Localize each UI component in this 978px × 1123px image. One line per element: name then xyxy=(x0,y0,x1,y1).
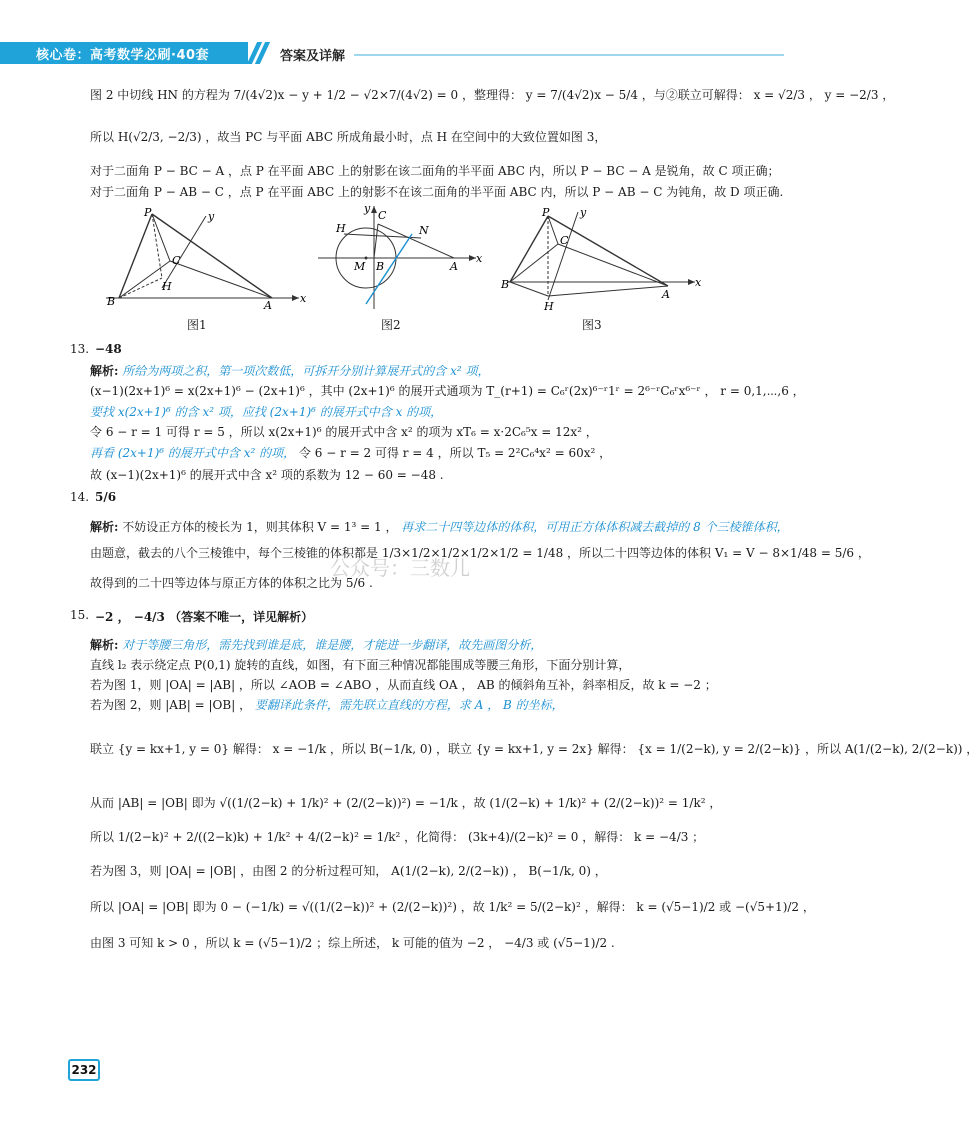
figure-2-diagram xyxy=(316,204,486,314)
fig2-label-n: N xyxy=(419,224,429,237)
q15-hint-2: 要翻译此条件，需先联立直线的方程，求 A ， B 的坐标， xyxy=(254,698,564,712)
figure-1-diagram xyxy=(104,206,307,312)
figure-3-caption: 图3 xyxy=(582,318,602,332)
q15-line-5: 从而 |AB| = |OB| 即为 √((1/(2−k) + 1/k)² + (2/(2−k))²) = −1/k ，故 (1/(2−k) + 1/k)² + (2/(2−k))² = 1/k² ， xyxy=(90,796,722,810)
fig1-y-axis xyxy=(162,216,206,288)
q15-line-3: 若为图 2，则 |AB| = |OB| ， xyxy=(90,698,252,712)
fig3-edge-ca xyxy=(558,244,668,286)
fig1-label-a: A xyxy=(264,299,272,312)
q14-line-2: 由题意，截去的八个三棱锥中，每个三棱锥的体积都是 1/3×1/2×1/2×1/2×1/2 = 1/48 ，所以二十四等边体的体积 V₁ = V − 8×1/48 = 5/6 ， xyxy=(90,546,870,560)
fig3-label-a: A xyxy=(662,288,670,301)
q13-hint-2: 要找 x(2x+1)⁶ 的含 x² 项，应找 (2x+1)⁶ 的展开式中含 x 的项， xyxy=(90,405,443,419)
q13-line-1: (x−1)(2x+1)⁶ = x(2x+1)⁶ − (2x+1)⁶ ，其中 (2x+1)⁶ 的展开式通项为 T_(r+1) = C₆ʳ(2x)⁶⁻ʳ1ʳ = 2⁶⁻ʳC₆ʳx⁶⁻ʳ ， r = 0,1,⋯,6 ， xyxy=(90,384,805,398)
fig3-label-h: H xyxy=(544,300,554,313)
fig2-tangent-line xyxy=(366,234,412,304)
fig3-edge-bp xyxy=(510,216,548,282)
fig3-label-y: y xyxy=(580,206,587,219)
q15-answer: −2 ， −4/3 （答案不唯一，详见解析） xyxy=(95,610,314,624)
fig2-label-h: H xyxy=(336,222,346,235)
fig3-edge-pa xyxy=(548,216,668,286)
fig3-label-b: B xyxy=(501,278,510,291)
q13-hint-1: 所给为两项之积，第一项次数低，可拆开分别计算展开式的含 x² 项， xyxy=(122,364,490,378)
q14-number: 14. xyxy=(70,490,90,504)
fig2-label-y: y xyxy=(364,202,371,215)
fig1-label-p: P xyxy=(144,206,152,219)
q15-line-7: 若为图 3，则 |OA| = |OB| ，由图 2 的分析过程可知， A(1/(2−k), 2/(2−k)) ， B(−1/k, 0) ， xyxy=(90,864,607,878)
q14-line-1: 不妨设正方体的棱长为 1，则其体积 V = 1³ = 1 ， xyxy=(122,520,398,534)
q15-line-6: 所以 1/(2−k)² + 2/((2−k)k) + 1/k² + 4/(2−k)² = 1/k² ，化简得： (3k+4)/(2−k)² = 0 ，解得： k = −4/3 ； xyxy=(90,830,705,844)
q13-line-3-row xyxy=(90,444,611,461)
q14-answer: 5/6 xyxy=(95,490,117,504)
fig2-label-b: B xyxy=(376,260,385,273)
fig1-label-c: C xyxy=(172,254,181,267)
q12-line-3: 对于二面角 P − BC − A ，点 P 在平面 ABC 上的射影在该二面角的半平面 ABC 内，所以 P − BC − A 是锐角，故 C 项正确； xyxy=(90,164,780,178)
figure-2-caption: 图2 xyxy=(381,318,401,332)
q15-line-4: 联立 {y = kx+1, y = 0} 解得： x = −1/k ，所以 B(−1/k, 0) ，联立 {y = kx+1, y = 2x} 解得： {x = 1/(2−k), y = 2/(2−k)} ，所以 A(1/(2−k), 2/(2−k)) ， xyxy=(90,742,978,756)
fig3-x-arrow xyxy=(688,279,695,285)
q15-line-8: 所以 |OA| = |OB| 即为 0 − (−1/k) = √((1/(2−k))² + (2/(2−k))²) ，故 1/k² = 5/(2−k)² ，解得： k = (√5−1)/2 或 −(√5+1)/2 ， xyxy=(90,900,815,914)
fig3-edge-ha xyxy=(548,286,668,296)
fig2-label-m: M xyxy=(354,260,366,273)
fig1-label-x: x xyxy=(300,292,307,305)
page-header xyxy=(0,40,800,66)
fig3-label-x: x xyxy=(695,276,702,289)
fig2-label-a: A xyxy=(450,260,458,273)
q15-number: 15. xyxy=(70,608,90,622)
page-number: 232 xyxy=(68,1059,100,1081)
q15-line-2: 若为图 1，则 |OA| = |AB| ，所以 ∠AOB = ∠ABO ，从而直线 OA ， AB 的倾斜角互补，斜率相反，故 k = −2 ； xyxy=(90,678,717,692)
fig1-label-h: H xyxy=(162,280,172,293)
q13-analysis-label: 解析: xyxy=(90,364,119,378)
q15-hint-1: 对于等腰三角形，需先找到谁是底，谁是腰，才能进一步翻译，故先画图分析， xyxy=(122,638,543,652)
header-rule xyxy=(354,54,784,56)
fig1-label-y: y xyxy=(208,210,215,223)
q13-answer: −48 xyxy=(95,342,122,356)
q15-line-1: 直线 l₂ 表示绕定点 P(0,1) 旋转的直线，如图，有下面三种情况都能围成等腰三角形，下面分别计算， xyxy=(90,658,631,672)
fig2-x-arrow xyxy=(469,255,476,261)
q15-analysis-line xyxy=(90,636,542,653)
header-subtitle: 答案及详解 xyxy=(280,49,346,64)
fig3-edge-bc xyxy=(510,244,558,282)
q13-line-4: 故 (x−1)(2x+1)⁶ 的展开式中含 x² 项的系数为 12 − 60 = −48 . xyxy=(90,468,444,482)
q13-hint-3: 再看 (2x+1)⁶ 的展开式中含 x² 的项， xyxy=(90,446,296,460)
q13-number: 13. xyxy=(70,342,90,356)
q13-line-2: 令 6 − r = 1 可得 r = 5 ，所以 x(2x+1)⁶ 的展开式中含 x² 的项为 xT₆ = x·2C₆⁵x = 12x² ， xyxy=(90,425,598,439)
fig1-label-b: B xyxy=(107,295,116,308)
fig2-y-arrow xyxy=(371,206,377,213)
fig1-edge-ca xyxy=(170,261,272,298)
q12-line-1: 图 2 中切线 HN 的方程为 7/(4√2)x − y + 1/2 − √2×7/(4√2) = 0 ，整理得： y = 7/(4√2)x − 5/4 ，与②联立可解得： x = √2/3 ， y = −2/3 ， xyxy=(90,88,895,102)
fig3-label-p: P xyxy=(542,206,550,219)
fig1-x-arrow xyxy=(292,295,299,301)
q14-analysis-line xyxy=(90,518,789,535)
figure-3-diagram xyxy=(500,204,700,314)
fig1-edge-ph xyxy=(152,214,162,278)
fig2-label-x: x xyxy=(476,252,483,265)
watermark: 公众号：三数儿 xyxy=(330,556,470,580)
q12-line-2: 所以 H(√2/3, −2/3) ，故当 PC 与平面 ABC 所成角最小时，点 H 在空间中的大致位置如图 3， xyxy=(90,130,607,144)
header-title: 核心卷：高考数学必刷·40套 xyxy=(36,48,210,63)
q13-analysis-line xyxy=(90,362,489,379)
fig3-edge-bh xyxy=(510,282,548,296)
q15-line-9: 由图 3 可知 k > 0 ，所以 k = (√5−1)/2 ；综上所述， k 可能的值为 −2 ， −4/3 或 (√5−1)/2 . xyxy=(90,936,615,950)
fig2-line-ca xyxy=(378,224,454,258)
q14-analysis-label: 解析: xyxy=(90,520,119,534)
q14-hint-1: 再求二十四等边体的体积，可用正方体体积减去截掉的 8 个三棱锥体积， xyxy=(401,520,789,534)
q15-analysis-label: 解析: xyxy=(90,638,119,652)
q13-line-3: 令 6 − r = 2 可得 r = 4 ，所以 T₅ = 2²C₆⁴x² = 60x² ， xyxy=(298,446,612,460)
q14-line-3: 故得到的二十四等边体与原正方体的体积之比为 5/6 . xyxy=(90,576,373,590)
fig2-label-c: C xyxy=(378,209,387,222)
fig3-label-c: C xyxy=(560,234,569,247)
q15-line-3-row xyxy=(90,696,564,713)
figure-1-caption: 图1 xyxy=(187,318,207,332)
q12-line-4: 对于二面角 P − AB − C ，点 P 在平面 ABC 上的射影不在该二面角的半平面 ABC 内，所以 P − AB − C 为钝角，故 D 项正确. xyxy=(90,185,784,199)
